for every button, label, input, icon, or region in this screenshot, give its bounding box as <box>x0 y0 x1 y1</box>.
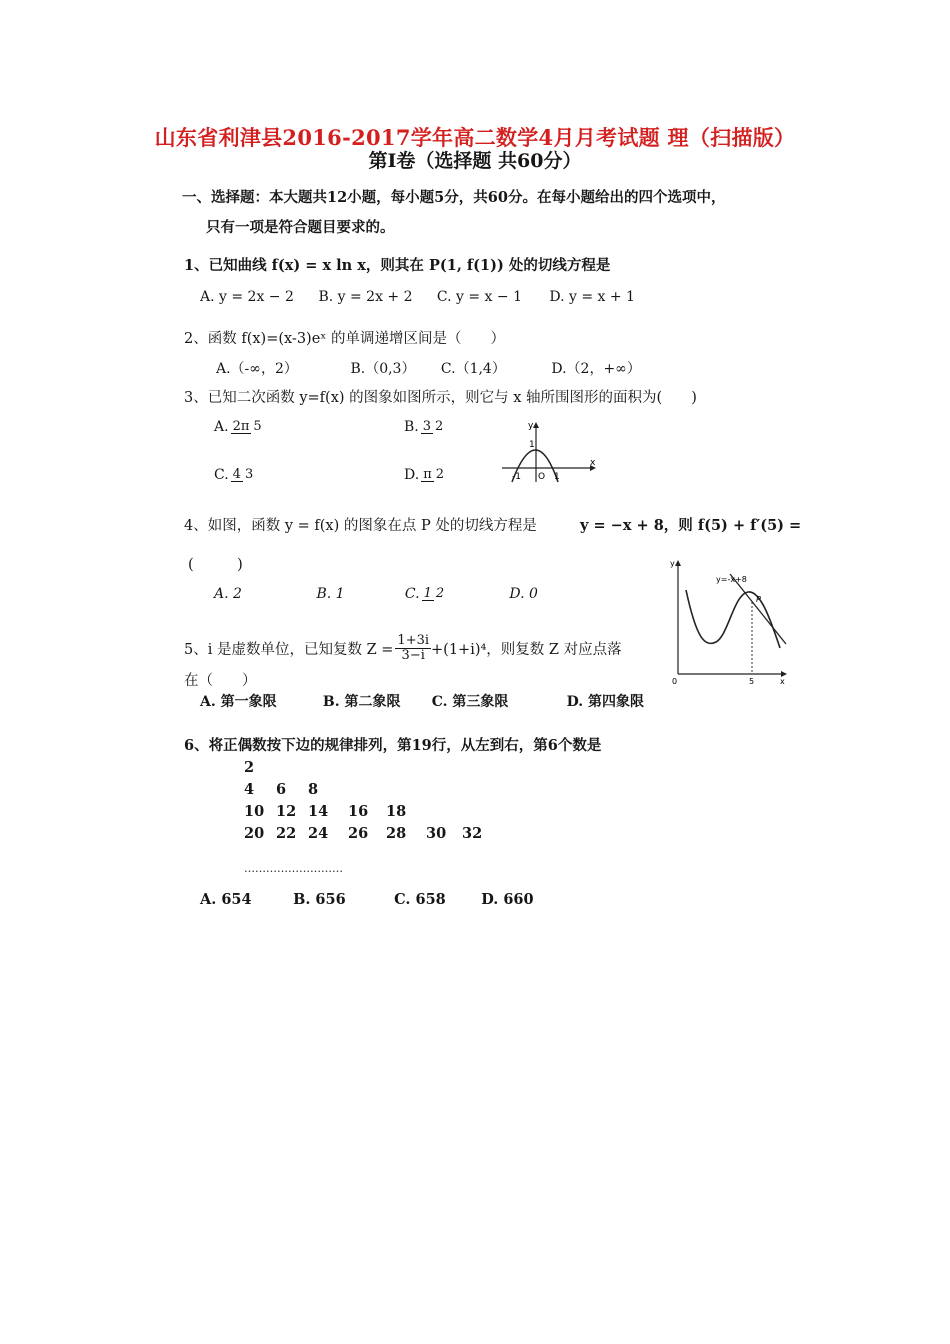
q4-option-d-letter: D. <box>509 586 525 602</box>
q4-tangent-label: y=-x+8 <box>716 575 747 584</box>
q4-option-c-den: 2 <box>435 585 445 601</box>
q6-number: 26 <box>348 825 369 842</box>
q3-option-b-num: 3 <box>422 418 432 434</box>
q6-option-b: B. 656 <box>293 891 346 908</box>
q6-options <box>200 891 534 908</box>
q5-stem-line <box>184 634 622 662</box>
q4-option-b-letter: B. <box>316 586 332 602</box>
q5-fraction-den: 3−i <box>401 647 425 663</box>
q3-option-d-letter: D. <box>404 467 420 483</box>
q6-number: 16 <box>348 803 369 820</box>
q2-stem: 2、函数 f(x)=(x-3)eˣ 的单调递增区间是（ ） <box>184 331 506 347</box>
q5-fraction <box>395 634 431 662</box>
q3-option-c-letter: C. <box>214 467 229 483</box>
q5-stem-b: +(1+i)⁴，则复数 Z 对应点落 <box>431 641 622 658</box>
q3-parabola-graph <box>498 420 598 490</box>
q2-options <box>216 358 641 378</box>
q5-option-a: A. 第一象限 <box>200 694 277 710</box>
q6-number: 22 <box>276 825 297 842</box>
q4-answer-blank: ( ) <box>188 557 243 573</box>
q1-option-b: B. y = 2x + 2 <box>318 289 413 305</box>
q5-option-d: D. 第四象限 <box>566 694 645 710</box>
q5-options <box>200 691 644 711</box>
q4-option-c-letter: C. <box>404 586 420 602</box>
q4-x-label: x <box>780 677 785 686</box>
q6-number: 20 <box>244 825 265 842</box>
q3-option-b-den: 2 <box>435 418 444 434</box>
q6-row-4 <box>244 825 494 842</box>
q3-option-d <box>404 467 446 483</box>
q6-option-d: D. 660 <box>481 891 534 908</box>
q3-option-d-num: π <box>423 466 432 482</box>
q4-origin-label: 0 <box>672 677 678 686</box>
q3-option-a-num: 2π <box>232 418 250 434</box>
q3-option-b-fraction <box>421 420 446 435</box>
q3-option-d-fraction <box>421 468 446 483</box>
q6-number: 2 <box>244 759 255 776</box>
q3-tick-top: 1 <box>529 440 535 450</box>
q4-function-graph <box>664 556 790 688</box>
q2-option-d: D.（2，+∞） <box>551 361 641 377</box>
document-title: 山东省利津县2016-2017学年高二数学4月月考试题 理（扫描版） <box>154 125 796 150</box>
q3-tick-right: 1 <box>554 472 560 482</box>
q4-options <box>214 586 538 602</box>
q4-stem-right: y = −x + 8，则 f(5) + f′(5) = <box>580 517 802 534</box>
q4-option-b-value: 1 <box>335 586 345 602</box>
q4-tick-5: 5 <box>749 677 755 686</box>
q4-option-c <box>405 586 505 602</box>
q3-origin-label: O <box>538 472 546 482</box>
q1-option-a: A. y = 2x − 2 <box>200 289 294 305</box>
q3-y-label: y <box>528 421 534 431</box>
q3-option-b <box>404 419 445 435</box>
q3-option-a-den: 5 <box>253 418 262 434</box>
q3-option-a <box>214 419 264 435</box>
q3-option-c-fraction <box>231 468 256 483</box>
q2-option-a: A.（-∞，2） <box>216 361 298 377</box>
q3-option-d-den: 2 <box>435 466 445 482</box>
q4-point-label: P <box>756 595 761 604</box>
q5-stem-c: 在（ ） <box>184 673 257 689</box>
q6-option-c: C. 658 <box>394 891 446 908</box>
q4-option-c-num: 1 <box>423 585 432 601</box>
q3-option-a-letter: A. <box>214 419 229 435</box>
q4-y-label: y <box>670 559 675 568</box>
q6-number: 24 <box>308 825 329 842</box>
section-title: 第I卷（选择题 共60分） <box>368 150 582 172</box>
q6-number: 32 <box>462 825 483 842</box>
q6-row-1 <box>244 759 276 776</box>
q3-option-c-den: 3 <box>244 466 254 482</box>
q4-option-d-value: 0 <box>529 586 538 602</box>
q3-option-c <box>214 467 255 483</box>
q5-fraction-num: 1+3i <box>397 633 430 648</box>
q6-number: 8 <box>308 781 319 798</box>
q3-x-label: x <box>590 458 596 468</box>
q1-option-d: D. y = x + 1 <box>549 289 635 305</box>
q4-option-a-value: 2 <box>233 586 242 602</box>
q6-row-3 <box>244 803 418 820</box>
q4-option-b <box>316 586 400 602</box>
q2-option-c: C.（1,4） <box>440 361 506 377</box>
q6-number: 30 <box>426 825 447 842</box>
q6-number: 12 <box>276 803 297 820</box>
instructions-line-1: 一、选择题：本大题共12小题，每小题5分，共60分。在每小题给出的四个选项中， <box>182 189 726 206</box>
q1-options <box>200 289 635 305</box>
q2-option-b: B.（0,3） <box>350 361 416 377</box>
q6-number: 4 <box>244 781 255 798</box>
q4-stem: 4、如图，函数 y = f(x) 的图象在点 P 处的切线方程是 <box>184 518 537 534</box>
q5-stem-a: 5、i 是虚数单位，已知复数 Z = <box>184 641 394 658</box>
q6-ellipsis: ……………………… <box>244 862 343 875</box>
q6-number: 14 <box>308 803 329 820</box>
q3-option-c-num: 4 <box>232 466 241 482</box>
q6-stem: 6、将正偶数按下边的规律排列，第19行，从左到右，第6个数是 <box>184 737 602 754</box>
q4-option-d <box>509 586 538 602</box>
q3-y-axis-arrow <box>533 422 539 428</box>
q6-number: 10 <box>244 803 265 820</box>
q3-stem: 3、已知二次函数 y=f(x) 的图象如图所示，则它与 x 轴所围图形的面积为( ) <box>184 390 697 406</box>
q3-tick-left: -1 <box>512 472 521 482</box>
q6-number: 6 <box>276 781 287 798</box>
q3-option-a-fraction <box>231 420 264 435</box>
q1-option-c: C. y = x − 1 <box>436 289 522 305</box>
q4-tangent-line <box>730 574 786 644</box>
q3-option-b-letter: B. <box>404 419 419 435</box>
q5-option-c: C. 第三象限 <box>431 694 509 710</box>
q6-row-2 <box>244 781 340 798</box>
q4-option-a <box>214 586 312 602</box>
q6-option-a: A. 654 <box>200 891 252 908</box>
q1-stem: 1、已知曲线 f(x) = x ln x，则其在 P(1, f(1)) 处的切线方程是 <box>184 257 611 274</box>
q4-option-c-fraction <box>422 587 447 602</box>
q4-y-axis-arrow <box>675 560 681 566</box>
q5-option-b: B. 第二象限 <box>322 694 401 710</box>
q6-number: 18 <box>386 803 407 820</box>
q6-number: 28 <box>386 825 407 842</box>
q4-option-a-letter: A. <box>214 586 229 602</box>
instructions-line-2: 只有一项是符合题目要求的。 <box>206 219 395 236</box>
